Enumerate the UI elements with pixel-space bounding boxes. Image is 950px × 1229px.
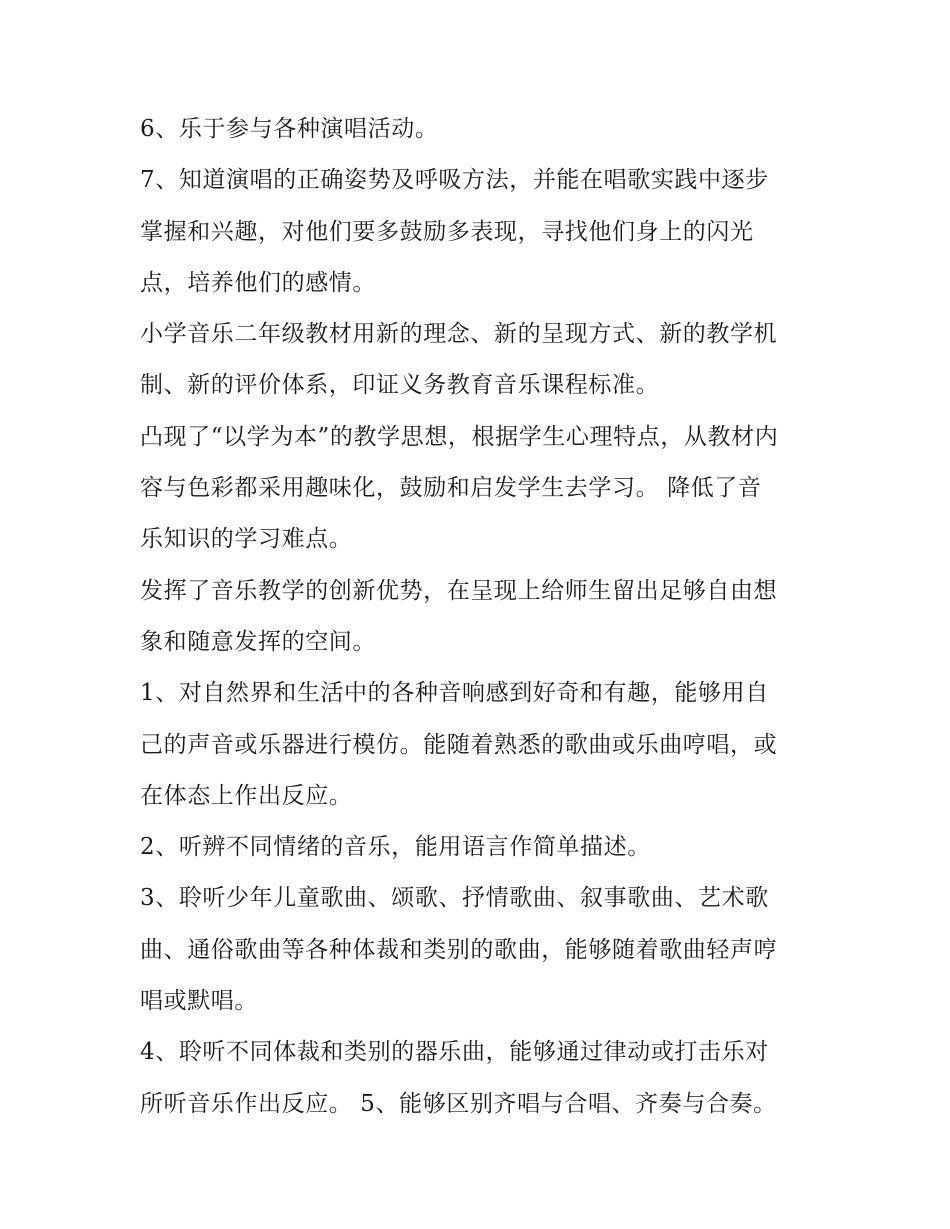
text-line: 制、新的评价体系，印证义务教育音乐课程标准。 [140, 372, 660, 399]
paragraph-innovation [140, 566, 820, 669]
text-line: 6、乐于参与各种演唱活动。 [140, 116, 439, 142]
text-line: 曲、通俗歌曲等各种体裁和类别的歌曲，能够随着歌曲轻声哼 [140, 936, 778, 963]
paragraph-item-2 [140, 822, 820, 873]
document-body [140, 104, 820, 1130]
text-line: 容与色彩都采用趣味化，鼓励和启发学生去学习。 降低了音 [140, 475, 762, 502]
text-line: 小学音乐二年级教材用新的理念、新的呈现方式、新的教学机 [140, 321, 778, 348]
paragraph-textbook-concept [140, 309, 820, 412]
text-line: 1、对自然界和生活中的各种音响感到好奇和有趣，能够用自 [140, 680, 769, 707]
text-line: 在体态上作出反应。 [140, 782, 353, 809]
paragraph-item-3 [140, 873, 820, 1027]
text-line: 2、听辨不同情绪的音乐，能用语言作简单描述。 [140, 834, 651, 861]
paragraph-item-4-5 [140, 1027, 820, 1130]
text-line: 己的声音或乐器进行模仿。能随着熟悉的歌曲或乐曲哼唱，或 [140, 731, 778, 758]
text-line: 唱或默唱。 [140, 988, 258, 1015]
paragraph-item-6 [140, 104, 820, 155]
text-line: 象和随意发挥的空间。 [140, 628, 376, 655]
text-line: 所听音乐作出反应。 5、能够区别齐唱与合唱、齐奏与合奏。 [140, 1090, 777, 1117]
text-line: 凸现了“以学为本”的教学思想，根据学生心理特点，从教材内 [140, 423, 779, 450]
text-line: 发挥了音乐教学的创新优势，在呈现上给师生留出足够自由想 [140, 577, 778, 604]
text-line: 3、聆听少年儿童歌曲、颂歌、抒情歌曲、叙事歌曲、艺术歌 [140, 885, 769, 912]
text-line: 4、聆听不同体裁和类别的器乐曲，能够通过律动或打击乐对 [140, 1039, 769, 1066]
paragraph-item-7 [140, 155, 820, 309]
paragraph-item-1 [140, 668, 820, 822]
text-line: 点，培养他们的感情。 [140, 269, 376, 296]
text-line: 乐知识的学习难点。 [140, 526, 353, 553]
text-line: 7、知道演唱的正确姿势及呼吸方法，并能在唱歌实践中逐步 [140, 167, 769, 194]
text-line: 掌握和兴趣，对他们要多鼓励多表现，寻找他们身上的闪光 [140, 218, 754, 245]
paragraph-teaching-thought [140, 412, 820, 566]
